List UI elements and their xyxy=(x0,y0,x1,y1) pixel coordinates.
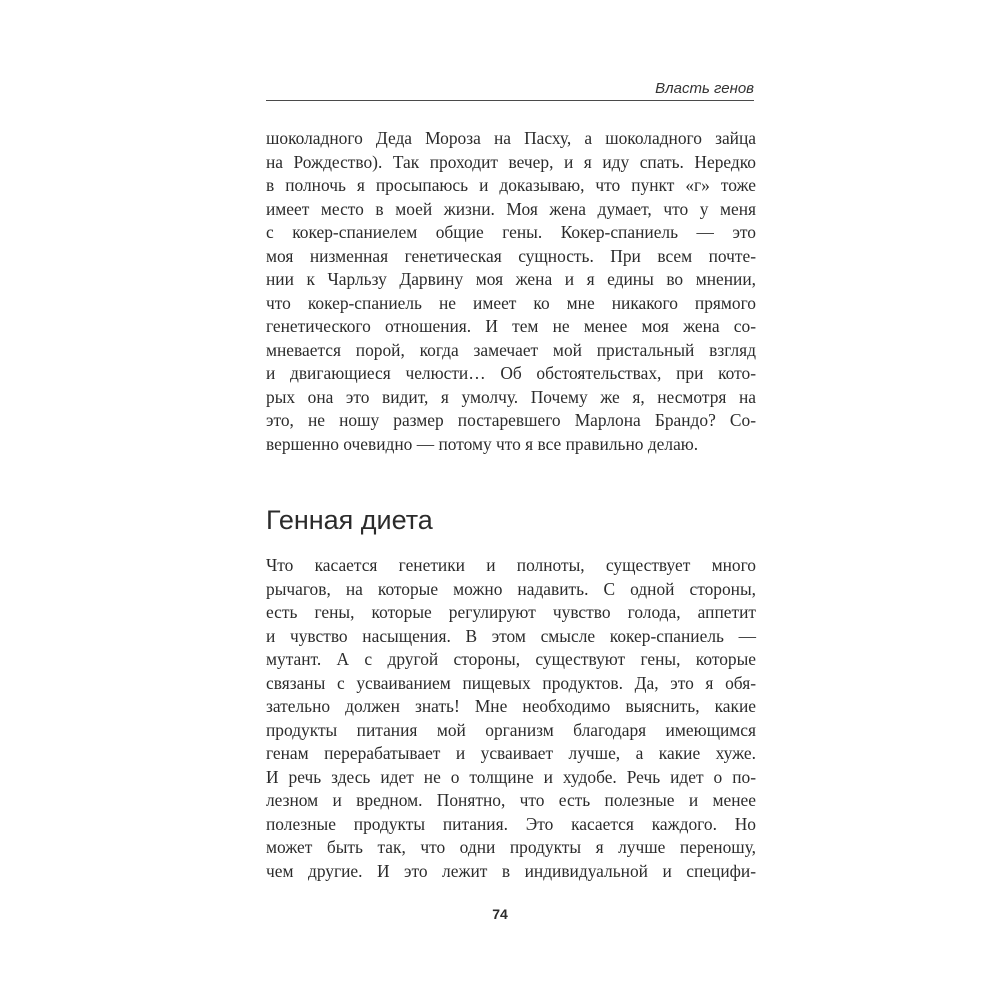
text-line: в полночь я просыпаюсь и доказываю, что пункт «г» тоже xyxy=(266,175,756,195)
text-line: Что касается генетики и полноты, существует много xyxy=(266,555,756,575)
running-head xyxy=(266,80,754,101)
section-heading: Генная диета xyxy=(266,505,433,535)
text-line: нии к Чарльзу Дарвину моя жена и я едины во мнении, xyxy=(266,269,756,289)
text-line: и чувство насыщения. В этом смысле кокер-спаниель — xyxy=(266,625,756,646)
text-line: есть гены, которые регулируют чувство голода, аппетит xyxy=(266,602,756,622)
text-line: это, не ношу размер постаревшего Марлона Брандо? Со- xyxy=(266,410,756,430)
text-line: генетического отношения. И тем не менее моя жена со- xyxy=(266,316,756,336)
text-line: с кокер-спаниелем общие гены. Кокер-спаниель — это xyxy=(266,222,756,242)
text-line: генам перерабатывает и усваивает лучше, а какие хуже. xyxy=(266,743,756,763)
text-line: моя низменная генетическая сущность. При всем почте- xyxy=(266,245,756,266)
running-head-title: Власть генов xyxy=(655,80,754,97)
text-line: может быть так, что одни продукты я лучше переношу, xyxy=(266,837,756,857)
text-line: и двигающиеся челюсти… Об обстоятельствах, при кото- xyxy=(266,363,756,383)
page-number: 74 xyxy=(492,906,508,922)
text-line: что кокер-спаниель не имеет ко мне никакого прямого xyxy=(266,292,756,313)
text-line: продукты питания мой организм благодаря имеющимся xyxy=(266,719,756,740)
text-line: И речь здесь идет не о толщине и худобе. Речь идет о по- xyxy=(266,766,756,787)
text-line: имеет место в моей жизни. Моя жена думает, что у меня xyxy=(266,198,756,219)
text-line: чем другие. И это лежит в индивидуальной и специфи- xyxy=(266,860,756,881)
text-line: мневается порой, когда замечает мой пристальный взгляд xyxy=(266,339,756,360)
text-line: вершенно очевидно — потому что я все правильно делаю. xyxy=(266,433,699,454)
text-line: на Рождество). Так проходит вечер, и я иду спать. Нередко xyxy=(266,151,756,172)
text-line: мутант. А с другой стороны, существуют гены, которые xyxy=(266,649,756,669)
text-line: рычагов, на которые можно надавить. С одной стороны, xyxy=(266,578,756,599)
text-line: лезном и вредном. Понятно, что есть полезные и менее xyxy=(266,790,756,810)
text-line: связаны с усваиванием пищевых продуктов. Да, это я обя- xyxy=(266,672,756,693)
text-line: шоколадного Деда Мороза на Пасху, а шоколадного зайца xyxy=(266,128,756,148)
text-line: зательно должен знать! Мне необходимо выяснить, какие xyxy=(266,696,756,716)
text-line: полезные продукты питания. Это касается каждого. Но xyxy=(266,813,756,834)
text-line: рых она это видит, я умолчу. Почему же я, несмотря на xyxy=(266,386,756,407)
